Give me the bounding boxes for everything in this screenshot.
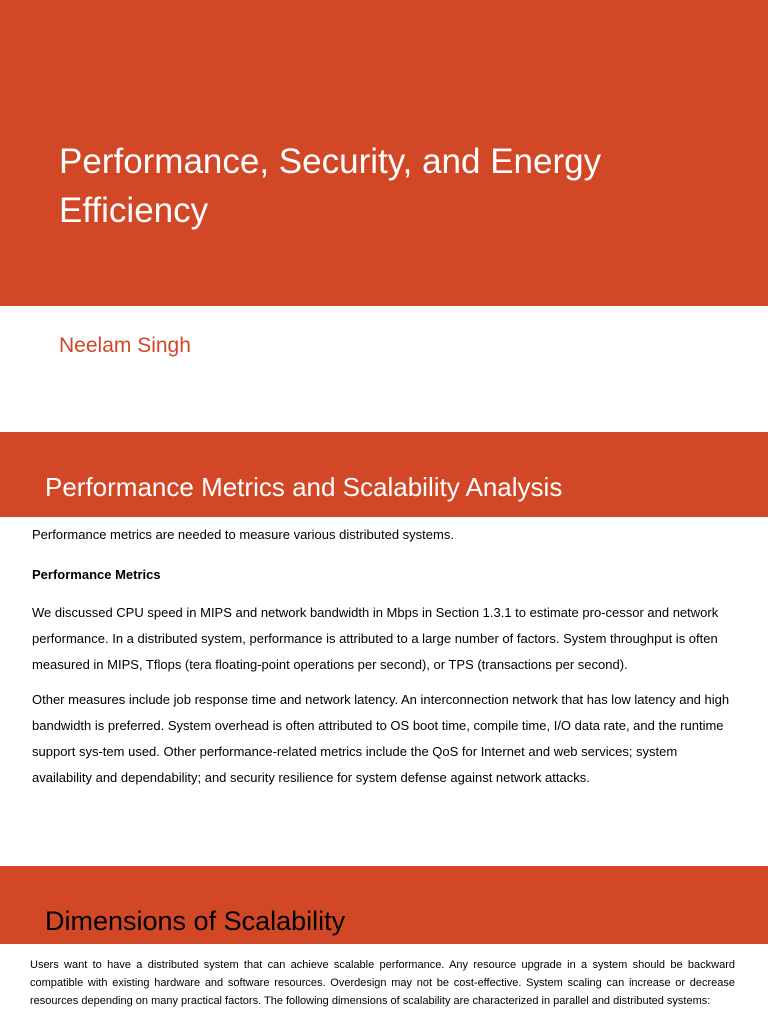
intro-text: Performance metrics are needed to measure various distributed systems.: [32, 527, 454, 542]
body-paragraph: Users want to have a distributed system that can achieve scalable performance. Any resource upgrade in a system should be backward compatible with existing hardware and software resources. Overdesign may not be cost-effective. System scaling can increase or decrease resources depending on many practical factors. The following dimensions of scalability are characterized in parallel and distributed systems:: [30, 959, 735, 1007]
section-heading: Performance Metrics: [32, 567, 161, 582]
performance-metrics-slide: [0, 432, 768, 865]
slide-body: [30, 956, 735, 1010]
presentation-title: Performance, Security, and Energy Efficiency: [59, 142, 602, 230]
slide-title: Performance Metrics and Scalability Analysis: [45, 472, 563, 502]
author-name: Neelam Singh: [59, 334, 191, 357]
body-paragraph: We discussed CPU speed in MIPS and network bandwidth in Mbps in Section 1.3.1 to estimate pro-cessor and network performance. In a distributed system, performance is attributed to a large number of factors. System throughput is often measured in MIPS, Tflops (tera floating-point operations per second), or TPS (transactions per second).: [32, 605, 719, 672]
title-slide: [0, 0, 768, 432]
body-paragraph: Other measures include job response time and network latency. An interconnection network that has low latency and high bandwidth is preferred. System overhead is often attributed to OS boot time, compile time, I/O data rate, and the runtime support sys-tem used. Other performance-related metrics include the QoS for Internet and web services; system availability and dependability; and security resilience for system defense against network attacks.: [32, 692, 730, 785]
slide-title: Dimensions of Scalability: [45, 906, 346, 936]
slide-body: [32, 526, 732, 791]
scalability-slide: [0, 866, 768, 1024]
